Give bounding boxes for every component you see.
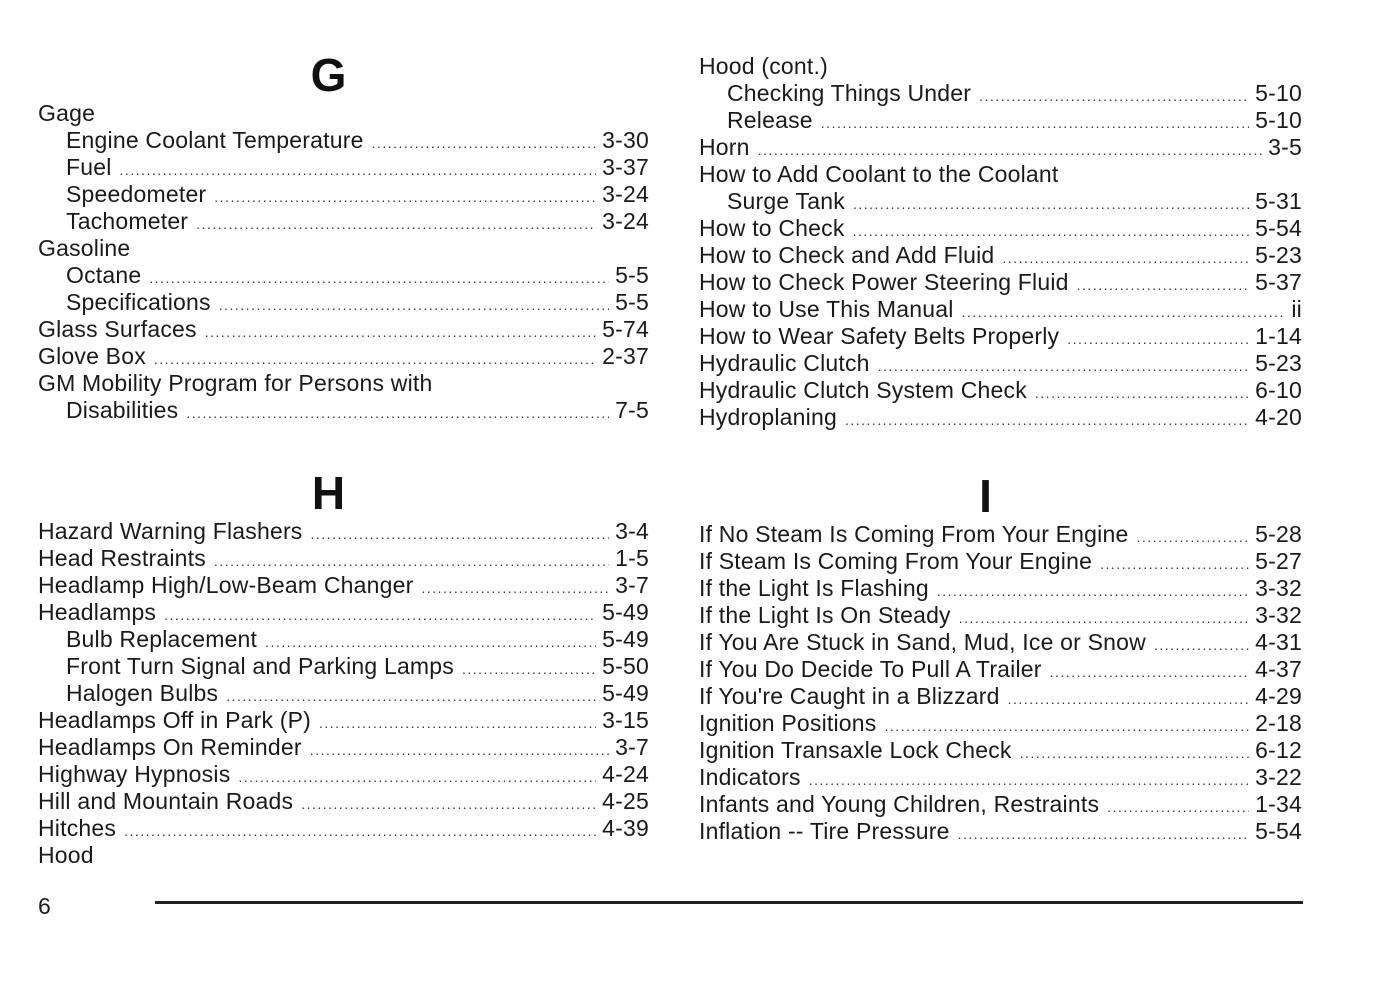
index-entry — [38, 788, 649, 815]
dot-leader — [120, 154, 597, 184]
dot-leader — [319, 707, 596, 737]
index-entry — [699, 134, 1302, 161]
index-entry — [699, 737, 1302, 764]
entry-text: GM Mobility Program for Persons with — [38, 370, 433, 396]
index-section-g — [38, 50, 649, 424]
index-entry — [699, 602, 1302, 629]
dot-leader — [1100, 548, 1249, 578]
entry-text: Gage — [38, 100, 96, 126]
dot-leader — [853, 188, 1249, 218]
dot-leader — [238, 761, 596, 791]
dot-leader — [186, 397, 609, 427]
entry-text: Checking Things Under — [727, 80, 972, 106]
dot-leader — [878, 350, 1250, 380]
entry-page-ref: 5-31 — [1255, 188, 1302, 214]
entry-page-ref: 4-37 — [1255, 656, 1302, 682]
entry-page-ref: 3-24 — [602, 208, 649, 234]
index-entry — [38, 316, 649, 343]
index-entry — [699, 80, 1302, 107]
entry-page-ref: 2-18 — [1255, 710, 1302, 736]
dot-leader — [937, 575, 1249, 605]
entry-text: If Steam Is Coming From Your Engine — [699, 548, 1093, 574]
index-entry — [38, 262, 649, 289]
index-entry — [699, 377, 1302, 404]
entry-page-ref: 3-4 — [615, 518, 649, 544]
dot-leader — [226, 680, 596, 710]
footer-rule — [155, 901, 1303, 904]
entry-page-ref: 7-5 — [615, 397, 649, 423]
index-entry — [699, 710, 1302, 737]
dot-leader — [301, 788, 596, 818]
entry-text: Inflation -- Tire Pressure — [699, 818, 950, 844]
entry-text: If the Light Is Flashing — [699, 575, 929, 601]
entry-page-ref: 5-27 — [1255, 548, 1302, 574]
dot-leader — [124, 815, 596, 845]
dot-leader — [1035, 377, 1249, 407]
entry-text: Speedometer — [66, 181, 207, 207]
index-entry — [699, 296, 1302, 323]
entry-text: Hydraulic Clutch — [699, 350, 870, 376]
entry-page-ref: 4-25 — [602, 788, 649, 814]
entry-page-ref: 1-34 — [1255, 791, 1302, 817]
entry-text: If the Light Is On Steady — [699, 602, 951, 628]
entry-text: Hazard Warning Flashers — [38, 518, 303, 544]
index-entry — [699, 242, 1302, 269]
dot-leader — [884, 710, 1249, 740]
entry-list-h — [38, 518, 649, 869]
entry-page-ref: 3-32 — [1255, 602, 1302, 628]
index-entry — [699, 521, 1302, 548]
entry-page-ref: 5-10 — [1255, 80, 1302, 106]
section-letter-h: H — [311, 467, 346, 519]
dot-leader — [164, 599, 596, 629]
dot-leader — [214, 545, 609, 575]
entry-page-ref: 3-22 — [1255, 764, 1302, 790]
entry-text: How to Use This Manual — [699, 296, 954, 322]
entry-text: Glove Box — [38, 343, 146, 369]
entry-text: Engine Coolant Temperature — [66, 127, 364, 153]
index-entry — [38, 707, 649, 734]
dot-leader — [149, 262, 609, 292]
entry-page-ref: 5-54 — [1255, 215, 1302, 241]
dot-leader — [219, 289, 609, 319]
entry-page-ref: 5-5 — [615, 289, 649, 315]
index-entry — [699, 683, 1302, 710]
dot-leader — [205, 316, 596, 346]
entry-page-ref: 5-49 — [602, 599, 649, 625]
entry-text: Front Turn Signal and Parking Lamps — [66, 653, 454, 679]
entry-text: Horn — [699, 134, 750, 160]
entry-text: Disabilities — [66, 397, 179, 423]
entry-text: How to Check and Add Fluid — [699, 242, 995, 268]
index-entry — [38, 181, 649, 208]
entry-text: Headlamps On Reminder — [38, 734, 302, 760]
entry-text: If You Are Stuck in Sand, Mud, Ice or Snow — [699, 629, 1146, 655]
index-entry — [38, 154, 649, 181]
index-section-i — [699, 471, 1302, 845]
entry-text: Hood — [38, 842, 94, 868]
entry-text: Fuel — [66, 154, 112, 180]
dot-leader — [979, 80, 1249, 110]
index-entry — [38, 518, 649, 545]
section-letter-g: G — [310, 49, 347, 101]
dot-leader — [821, 107, 1249, 137]
index-entry — [38, 626, 649, 653]
dot-leader — [809, 764, 1249, 794]
entry-page-ref: 1-5 — [615, 545, 649, 571]
index-entry — [38, 680, 649, 707]
entry-text: How to Check — [699, 215, 845, 241]
index-section-h — [38, 468, 649, 869]
index-entry — [699, 791, 1302, 818]
entry-page-ref: 3-7 — [615, 734, 649, 760]
entry-text: Specifications — [66, 289, 211, 315]
entry-page-ref: 5-28 — [1255, 521, 1302, 547]
entry-text: Surge Tank — [727, 188, 845, 214]
dot-leader — [1050, 656, 1250, 686]
index-entry — [699, 575, 1302, 602]
page-number: 6 — [38, 893, 51, 919]
entry-text: If No Steam Is Coming From Your Engine — [699, 521, 1129, 547]
entry-text: Head Restraints — [38, 545, 206, 571]
index-entry — [699, 818, 1302, 845]
entry-page-ref: ii — [1291, 296, 1302, 322]
index-entry — [699, 269, 1302, 296]
dot-leader — [462, 653, 596, 683]
dot-leader — [958, 818, 1250, 848]
index-entry — [38, 599, 649, 626]
entry-page-ref: 5-49 — [602, 626, 649, 652]
entry-text: Headlamps — [38, 599, 157, 625]
entry-list-i — [699, 521, 1302, 845]
dot-leader — [265, 626, 596, 656]
entry-page-ref: 5-5 — [615, 262, 649, 288]
entry-text: Headlamp High/Low-Beam Changer — [38, 572, 414, 598]
entry-text: If You Do Decide To Pull A Trailer — [699, 656, 1042, 682]
index-entry — [38, 208, 649, 235]
entry-page-ref: 2-37 — [602, 343, 649, 369]
index-entry — [38, 545, 649, 572]
dot-leader — [421, 572, 609, 602]
dot-leader — [311, 518, 610, 548]
entry-page-ref: 4-20 — [1255, 404, 1302, 430]
dot-leader — [1154, 629, 1249, 659]
entry-page-ref: 1-14 — [1255, 323, 1302, 349]
index-entry — [699, 107, 1302, 134]
dot-leader — [1002, 242, 1249, 272]
entry-text: Hydroplaning — [699, 404, 837, 430]
section-letter-i: I — [979, 470, 992, 522]
index-entry — [38, 370, 649, 397]
entry-page-ref: 3-15 — [602, 707, 649, 733]
index-entry — [699, 548, 1302, 575]
index-entry — [38, 127, 649, 154]
index-entry — [38, 289, 649, 316]
index-entry — [699, 629, 1302, 656]
dot-leader — [372, 127, 597, 157]
entry-text: How to Wear Safety Belts Properly — [699, 323, 1060, 349]
index-entry — [699, 656, 1302, 683]
dot-leader — [1020, 737, 1250, 767]
dot-leader — [853, 215, 1250, 245]
index-entry — [699, 404, 1302, 431]
index-entry — [38, 815, 649, 842]
entry-text: Highway Hypnosis — [38, 761, 231, 787]
entry-page-ref: 5-50 — [602, 653, 649, 679]
dot-leader — [1077, 269, 1250, 299]
entry-page-ref: 4-24 — [602, 761, 649, 787]
index-entry — [38, 734, 649, 761]
index-entry — [699, 764, 1302, 791]
dot-leader — [1107, 791, 1249, 821]
entry-text: Glass Surfaces — [38, 316, 197, 342]
index-entry — [38, 653, 649, 680]
entry-page-ref: 3-5 — [1268, 134, 1302, 160]
dot-leader — [1136, 521, 1249, 551]
entry-text: Tachometer — [66, 208, 189, 234]
index-entry — [38, 100, 649, 127]
entry-page-ref: 5-37 — [1255, 269, 1302, 295]
dot-leader — [962, 296, 1286, 326]
entry-page-ref: 6-12 — [1255, 737, 1302, 763]
entry-text: How to Check Power Steering Fluid — [699, 269, 1069, 295]
dot-leader — [1067, 323, 1249, 353]
entry-page-ref: 4-29 — [1255, 683, 1302, 709]
index-entry — [699, 215, 1302, 242]
dot-leader — [310, 734, 609, 764]
entry-page-ref: 5-74 — [602, 316, 649, 342]
dot-leader — [845, 404, 1249, 434]
entry-page-ref: 4-31 — [1255, 629, 1302, 655]
entry-page-ref: 5-49 — [602, 680, 649, 706]
index-entry — [38, 842, 649, 869]
index-entry — [38, 343, 649, 370]
index-entry — [699, 350, 1302, 377]
entry-text: Hitches — [38, 815, 117, 841]
index-entry — [38, 572, 649, 599]
entry-list-hood-cont — [699, 53, 1302, 431]
entry-page-ref: 3-7 — [615, 572, 649, 598]
entry-text: How to Add Coolant to the Coolant — [699, 161, 1059, 187]
entry-text: If You're Caught in a Blizzard — [699, 683, 1000, 709]
index-entry — [699, 161, 1302, 188]
dot-leader — [1008, 683, 1250, 713]
entry-page-ref: 6-10 — [1255, 377, 1302, 403]
entry-text: Ignition Positions — [699, 710, 877, 736]
entry-page-ref: 3-24 — [602, 181, 649, 207]
entry-text: Halogen Bulbs — [66, 680, 219, 706]
index-entry — [38, 397, 649, 424]
entry-page-ref: 3-32 — [1255, 575, 1302, 601]
entry-text: Hydraulic Clutch System Check — [699, 377, 1027, 403]
entry-text: Gasoline — [38, 235, 131, 261]
entry-page-ref: 3-30 — [602, 127, 649, 153]
entry-page-ref: 4-39 — [602, 815, 649, 841]
index-entry — [699, 188, 1302, 215]
entry-page-ref: 3-37 — [602, 154, 649, 180]
entry-page-ref: 5-23 — [1255, 350, 1302, 376]
entry-text: Infants and Young Children, Restraints — [699, 791, 1100, 817]
entry-text: Octane — [66, 262, 142, 288]
entry-page-ref: 5-10 — [1255, 107, 1302, 133]
index-entry — [38, 761, 649, 788]
entry-text: Ignition Transaxle Lock Check — [699, 737, 1012, 763]
dot-leader — [959, 602, 1249, 632]
index-section-hood-continued — [699, 53, 1302, 431]
dot-leader — [196, 208, 596, 238]
index-entry — [699, 323, 1302, 350]
index-entry — [699, 53, 1302, 80]
entry-text: Hood (cont.) — [699, 53, 828, 79]
entry-text: Headlamps Off in Park (P) — [38, 707, 312, 733]
index-entry — [38, 235, 649, 262]
entry-page-ref: 5-54 — [1255, 818, 1302, 844]
dot-leader — [154, 343, 596, 373]
dot-leader — [214, 181, 596, 211]
dot-leader — [758, 134, 1263, 164]
entry-text: Indicators — [699, 764, 801, 790]
entry-text: Hill and Mountain Roads — [38, 788, 294, 814]
entry-text: Bulb Replacement — [66, 626, 258, 652]
entry-text: Release — [727, 107, 813, 133]
entry-list-g — [38, 100, 649, 424]
entry-page-ref: 5-23 — [1255, 242, 1302, 268]
